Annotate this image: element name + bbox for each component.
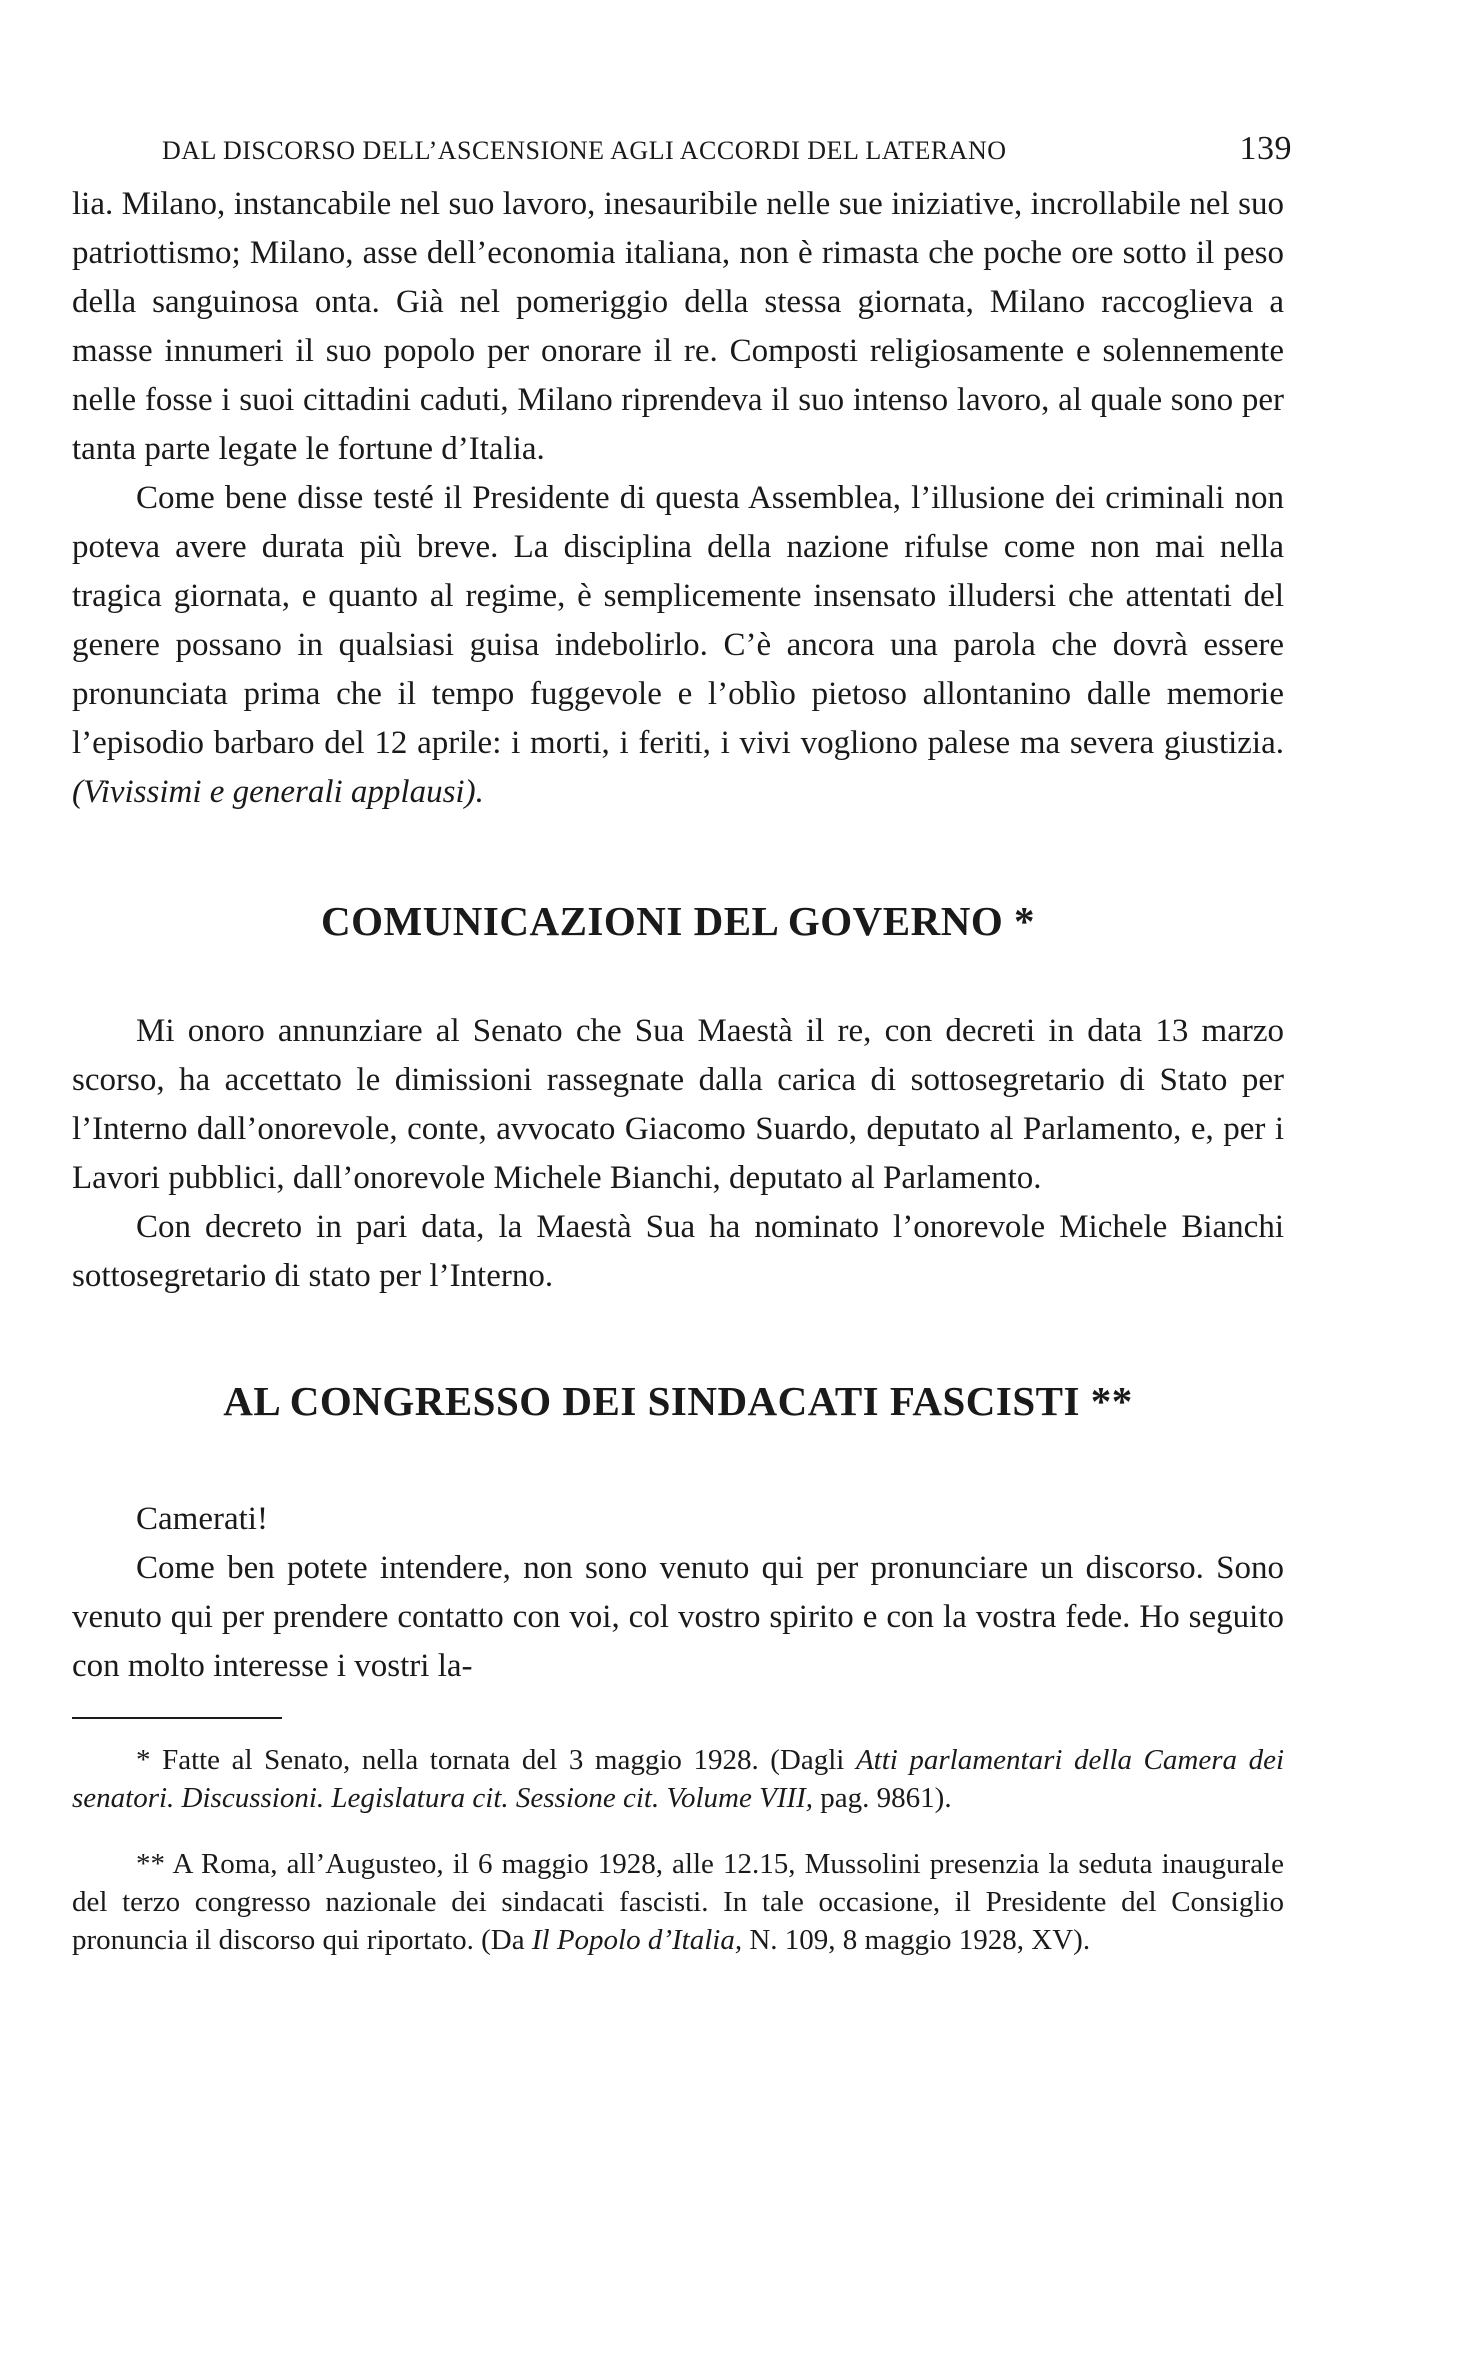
- page-number: 139: [1239, 130, 1292, 167]
- section-heading-congresso: AL CONGRESSO DEI SINDACATI FASCISTI **: [223, 1378, 1133, 1424]
- section-2-paragraph-1: Come ben potete intendere, non sono venuto qui per pronunciare un discorso. Sono venuto qui per prendere contatto con voi, col vostro spirito e con la vostra fede. Ho seguito con molto interesse i vostri la-: [72, 1550, 1284, 1684]
- body-paragraph-2: [72, 474, 1284, 817]
- footnote-2-issue: N. 109, 8 maggio 1928, XV).: [742, 1924, 1091, 1956]
- running-head: [72, 120, 1292, 180]
- salutation: Camerati!: [136, 1501, 268, 1537]
- applause-note: (Vivissimi e generali applausi).: [72, 774, 484, 810]
- section-1-paragraph-1: Mi onoro annunziare al Senato che Sua Maestà il re, con decreti in data 13 marzo scorso, ha accettato le dimissioni rassegnate dalla carica di sottosegretario di Stato per l’Interno dall’onorevole, conte, avvocato Giacomo Suardo, deputato al Parlamento, e, per i Lavori pubblici, dall’onorevole Michele Bianchi, deputato al Parlamento.: [72, 1013, 1284, 1196]
- footnote-2: [72, 1845, 1284, 1959]
- book-page: [72, 120, 1292, 1959]
- body-paragraph-1: lia. Milano, instancabile nel suo lavoro, inesauribile nelle sue iniziative, incrollabile nel suo patriottismo; Milano, asse dell’economia italiana, non è rimasta che poche ore sotto il peso della sanguinosa onta. Già nel pomeriggio della stessa giornata, Milano raccoglieva a masse innumeri il suo popolo per onorare il re. Composti religiosamente e solennemente nelle fosse i suoi cittadini caduti, Milano riprendeva il suo intenso lavoro, al quale sono per tanta parte legate le fortune d’Italia.: [72, 186, 1284, 467]
- footnote-1-source: Atti parlamentari della Camera dei senatori. Discussioni. Legislatura cit. Sessione cit. Volume VIII,: [72, 1744, 1284, 1814]
- running-head-title: DAL DISCORSO DELL’ASCENSIONE AGLI ACCORDI DEL LATERANO: [162, 136, 1007, 165]
- section-1-paragraph-2: Con decreto in pari data, la Maestà Sua ha nominato l’onorevole Michele Bianchi sottosegretario di stato per l’Interno.: [72, 1209, 1284, 1294]
- footnote-2-source: Il Popolo d’Italia,: [531, 1924, 743, 1956]
- section-heading-comunicazioni: COMUNICAZIONI DEL GOVERNO *: [321, 898, 1035, 944]
- footnote-1-page: pag. 9861).: [813, 1782, 952, 1814]
- footnote-1: [72, 1741, 1284, 1817]
- footnote-divider: [72, 1717, 282, 1719]
- body-paragraph-2-text: Come bene disse testé il Presidente di questa Assemblea, l’illusione dei criminali non poteva avere durata più breve. La disciplina della nazione rifulse come non mai nella tragica giornata, e quanto al regime, è semplicemente insensato illudersi che attentati del genere possano in qualsiasi guisa indebolirlo. C’è ancora una parola che dovrà essere pronunciata prima che il tempo fuggevole e l’oblìo pietoso allontanino dalle memorie l’episodio barbaro del 12 aprile: i morti, i feriti, i vivi vogliono palese ma severa giustizia.: [72, 480, 1284, 761]
- footnote-2-text: ** A Roma, all’Augusteo, il 6 maggio 1928, alle 12.15, Mussolini presenzia la seduta inaugurale del terzo congresso nazionale dei sindacati fascisti. In tale occasione, il Presidente del Consiglio pronuncia il discorso qui riportato. (Da: [72, 1848, 1284, 1956]
- footnote-1-text: * Fatte al Senato, nella tornata del 3 maggio 1928. (Dagli: [136, 1744, 856, 1776]
